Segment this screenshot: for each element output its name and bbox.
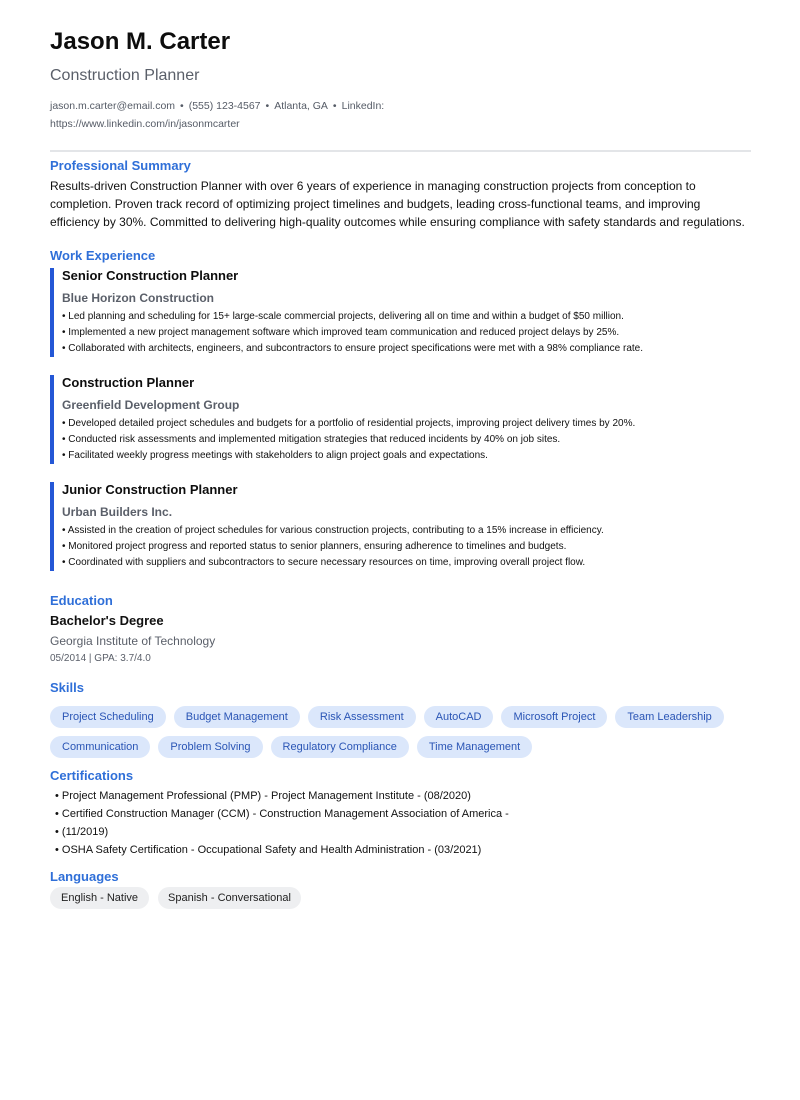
skill-chip: Project Scheduling — [50, 706, 166, 728]
job-bullet: • Implemented a new project management software which improved team communication and reduced project delays by 25%. — [62, 327, 620, 338]
language-chip-list — [50, 887, 751, 909]
job-bullet: • Facilitated weekly progress meetings with stakeholders to align project goals and expectations. — [62, 450, 488, 461]
skills-section — [50, 680, 751, 758]
job-company: Greenfield Development Group — [62, 398, 240, 412]
skill-chip: Team Leadership — [615, 706, 723, 728]
contact-info — [50, 97, 410, 133]
skill-chip: Time Management — [417, 736, 532, 758]
section-heading-languages: Languages — [50, 869, 119, 884]
certification-item: • Certified Construction Manager (CCM) - Construction Management Association of America - — [55, 808, 509, 820]
contact-email[interactable]: jason.m.carter@email.com — [50, 100, 176, 112]
section-heading-experience: Work Experience — [50, 248, 156, 263]
skill-chip: Regulatory Compliance — [271, 736, 409, 758]
section-heading-certifications: Certifications — [50, 768, 134, 783]
skill-chip: Communication — [50, 736, 150, 758]
certifications-section — [50, 768, 751, 859]
job-bullets — [62, 523, 751, 571]
contact-linkedin-label: LinkedIn: — [341, 100, 385, 112]
skill-chip: Budget Management — [174, 706, 300, 728]
contact-linkedin-url[interactable]: https://www.linkedin.com/in/jasonmcarter — [50, 118, 240, 130]
education-section — [50, 593, 751, 666]
job-bullet: • Led planning and scheduling for 15+ large-scale commercial projects, delivering all on time and within a budget of $50 million. — [62, 311, 624, 322]
job-title: Senior Construction Planner — [62, 268, 239, 283]
skill-chip: Problem Solving — [158, 736, 262, 758]
certification-item: • Project Management Professional (PMP) - Project Management Institute - (08/2020) — [55, 790, 471, 802]
section-heading-summary: Professional Summary — [50, 158, 191, 173]
education-degree: Bachelor's Degree — [50, 613, 164, 628]
header-divider — [50, 150, 751, 152]
job-title: Junior Construction Planner — [62, 482, 238, 497]
certification-item: • OSHA Safety Certification - Occupational Safety and Health Administration - (03/2021) — [55, 844, 482, 856]
languages-section — [50, 869, 751, 909]
job-entry — [50, 375, 751, 464]
skill-chip: Risk Assessment — [308, 706, 416, 728]
job-bullet: • Collaborated with architects, engineers, and subcontractors to ensure project specifications were met with a 98% compliance rate. — [62, 343, 644, 354]
section-heading-skills: Skills — [50, 680, 84, 695]
contact-separator: • — [180, 100, 184, 112]
job-title: Construction Planner — [62, 375, 195, 390]
contact-phone: (555) 123-4567 — [188, 100, 261, 112]
candidate-name: Jason M. Carter — [50, 28, 231, 55]
job-company: Blue Horizon Construction — [62, 291, 214, 305]
contact-separator: • — [265, 100, 270, 112]
job-bullets — [62, 416, 751, 464]
contact-location: Atlanta, GA — [274, 100, 328, 112]
summary-text: Results-driven Construction Planner with over 6 years of experience in managing construction projects from conception to completion. Proven track record of optimizing project timelines and budgets, leading cross-functional teams, and improving efficiency by 30%. Committed to delivering high-quality outcomes while ensuring compliance with safety standards and regulations. — [50, 179, 745, 229]
job-bullet: • Developed detailed project schedules and budgets for a portfolio of residential projects, improving project delivery times by 20%. — [62, 418, 636, 429]
job-bullet: • Monitored project progress and reported status to senior planners, ensuring adherence to timelines and budgets. — [62, 541, 567, 552]
summary-section — [50, 158, 751, 231]
skill-chip: Microsoft Project — [501, 706, 607, 728]
experience-section — [50, 248, 751, 571]
job-entry — [50, 268, 751, 357]
resume-header — [50, 28, 751, 152]
job-entry — [50, 482, 751, 571]
education-school: Georgia Institute of Technology — [50, 634, 216, 648]
language-chip: English - Native — [50, 887, 149, 909]
certification-list — [50, 787, 751, 859]
skills-chip-list — [50, 706, 750, 758]
job-bullet: • Conducted risk assessments and implemented mitigation strategies that reduced incidents by 40% on job sites. — [62, 434, 561, 445]
section-heading-education: Education — [50, 593, 113, 608]
certification-item: • (11/2019) — [55, 826, 109, 838]
candidate-title: Construction Planner — [50, 67, 200, 84]
education-meta: 05/2014 | GPA: 3.7/4.0 — [50, 653, 151, 664]
job-bullet: • Coordinated with suppliers and subcontractors to secure necessary resources on time, improving overall project flow. — [62, 557, 586, 568]
skill-chip: AutoCAD — [424, 706, 494, 728]
job-bullets — [62, 309, 751, 357]
language-chip: Spanish - Conversational — [158, 887, 301, 909]
job-company: Urban Builders Inc. — [62, 505, 173, 519]
contact-separator: • — [332, 100, 337, 112]
job-bullet: • Assisted in the creation of project schedules for various construction projects, contributing to a 15% increase in efficiency. — [62, 525, 604, 536]
